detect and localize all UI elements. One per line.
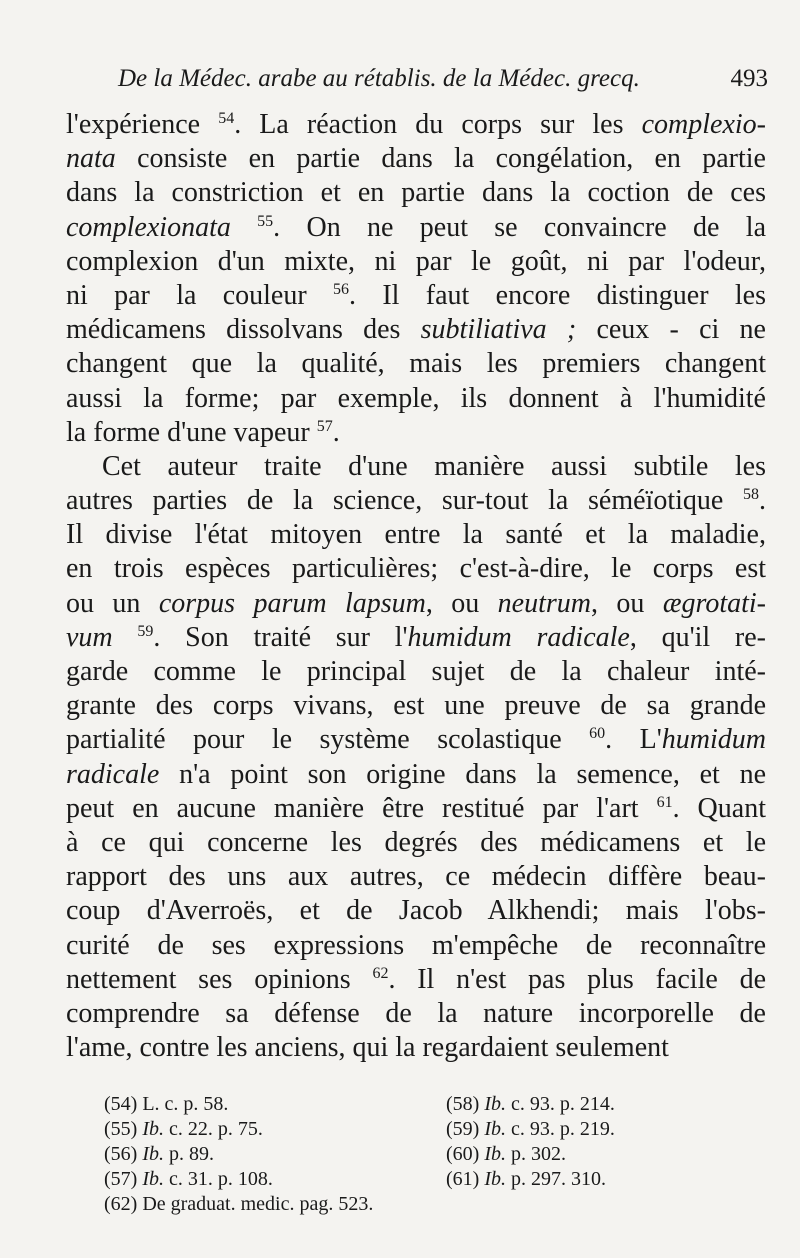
text-line (66, 655, 766, 689)
text-run: (58) (446, 1093, 485, 1115)
text-line (66, 211, 766, 245)
italic-text: complexionata (66, 211, 231, 243)
text-line (66, 108, 766, 142)
text-run: , ou (425, 587, 498, 619)
text-line (66, 347, 766, 381)
text-run: comprendre sa défense de la nature incorporelle de (66, 997, 766, 1029)
text-run: . Son traité sur l' (153, 621, 408, 653)
text-line (66, 963, 766, 997)
text-run: l'ame, contre les anciens, qui la regardaient seulement (66, 1032, 669, 1064)
text-run: . Il n'est pas plus facile de (388, 963, 766, 995)
italic-text: Ib. (142, 1118, 164, 1140)
text-run: coup d'Averroës, et de Jacob Alkhendi; mais l'obs- (66, 895, 766, 927)
text-run: peut en aucune manière être restitué par l'art (66, 792, 657, 824)
text-run: aussi la forme; par exemple, ils donnent à l'humidité (66, 382, 766, 414)
text-run: Cet auteur traite d'une manière aussi subtile les (102, 450, 766, 482)
text-run: changent que la qualité, mais les premiers changent (66, 348, 766, 380)
text-run: consiste en partie dans la congélation, en partie (115, 143, 766, 175)
text-line (66, 621, 766, 655)
footnote-ref: 62 (372, 964, 389, 982)
footnote-ref: 58 (743, 486, 759, 504)
text-run: , ou (591, 587, 663, 619)
text-run: . La réaction du corps sur les (234, 109, 642, 140)
italic-text: Ib. (142, 1168, 164, 1190)
text-run: rapport des uns aux autres, ce médecin diffère beau- (66, 861, 766, 893)
text-run: c. 93. p. 219. (506, 1118, 615, 1140)
footnote-ref: 56 (333, 280, 350, 298)
text-run: (62) De graduat. medic. pag. 523. (104, 1193, 374, 1215)
page-number: 493 (730, 65, 768, 92)
text-run: en trois espèces particulières; c'est-à-dire, le corps est (66, 553, 766, 585)
text-run: l'expérience (66, 109, 219, 140)
text-run: . (759, 485, 766, 517)
text-line (66, 313, 766, 347)
text-run: . (332, 416, 340, 448)
text-run (231, 212, 257, 243)
text-run: p. 89. (164, 1143, 214, 1165)
text-run: (61) (446, 1168, 485, 1190)
footnote-ref: 61 (656, 793, 673, 811)
footnote-row (104, 1142, 724, 1167)
footnote-row (104, 1117, 724, 1142)
text-line (66, 860, 766, 894)
italic-text: Ib. (484, 1143, 506, 1165)
footnote (446, 1142, 566, 1167)
text-run: c. 22. p. 75. (164, 1118, 263, 1140)
text-line (66, 484, 766, 518)
italic-text: radicale (66, 758, 160, 790)
italic-text: vum (66, 621, 113, 653)
text-run: nettement ses opinions (66, 963, 373, 995)
text-run: (55) (104, 1118, 143, 1140)
text-run: (54) L. c. p. 58. (104, 1093, 229, 1115)
footnote (104, 1142, 214, 1167)
text-line (66, 245, 766, 279)
text-run: ceux - ci ne (576, 314, 766, 346)
text-run: . On ne peut se convaincre de la (273, 211, 767, 243)
italic-text: ægrotati- (662, 587, 767, 619)
text-line (66, 450, 766, 484)
italic-text: humidum (661, 724, 766, 756)
running-title: De la Médec. arabe au rétablis. de la Médec. grecq. (118, 65, 640, 92)
text-run: partialité pour le système scolastique (66, 724, 590, 756)
text-line (66, 929, 766, 963)
footnote (104, 1192, 373, 1217)
text-run: (60) (446, 1143, 485, 1165)
footnote (104, 1117, 263, 1142)
italic-text: complexio- (641, 109, 766, 140)
text-run: à ce qui concerne les degrés des médicamens et le (66, 826, 766, 858)
text-run: . Quant (672, 792, 766, 824)
text-run: curité de ses expressions m'empêche de reconnaître (66, 929, 766, 961)
text-run: ou un (66, 587, 159, 619)
italic-text: Ib. (484, 1093, 506, 1115)
text-run: la forme d'une vapeur (66, 416, 317, 448)
text-line (66, 382, 766, 416)
text-line (66, 142, 766, 176)
text-run: c. 31. p. 108. (164, 1168, 273, 1190)
footnote-ref: 55 (257, 212, 274, 230)
italic-text: corpus parum lapsum (158, 587, 426, 619)
italic-text: humidum radicale (407, 621, 630, 653)
footnote (446, 1167, 606, 1192)
italic-text: Ib. (142, 1143, 164, 1165)
footnote-ref: 59 (137, 622, 154, 640)
text-line (66, 723, 766, 757)
text-run: (57) (104, 1168, 143, 1190)
footnote-ref: 60 (589, 725, 606, 743)
footnote (446, 1117, 615, 1142)
text-line (66, 552, 766, 586)
text-line (66, 689, 766, 723)
footnote-ref: 57 (316, 417, 333, 435)
footnotes (104, 1092, 724, 1217)
italic-text: subtiliativa ; (420, 314, 577, 346)
text-line (66, 518, 766, 552)
italic-text: Ib. (484, 1118, 506, 1140)
text-run: c. 93. p. 214. (506, 1093, 615, 1115)
footnote (104, 1167, 273, 1192)
text-run: n'a point son origine dans la semence, et ne (159, 758, 766, 790)
text-line (66, 758, 766, 792)
text-line (66, 279, 766, 313)
running-header (118, 64, 768, 94)
text-run: ni par la couleur (66, 279, 334, 311)
text-run: garde comme le principal sujet de la chaleur inté- (66, 656, 766, 687)
footnote-row (104, 1092, 724, 1117)
text-run: p. 302. (506, 1143, 566, 1165)
text-line (66, 587, 766, 621)
text-run: médicamens dissolvans des (66, 314, 421, 346)
text-line (66, 176, 766, 210)
footnote (104, 1092, 228, 1117)
text-run: grante des corps vivans, est une preuve de sa grande (66, 690, 766, 722)
text-line (66, 416, 766, 450)
text-run: dans la constriction et en partie dans la coction de ces (66, 177, 766, 209)
footnote (446, 1092, 615, 1117)
text-run: (56) (104, 1143, 143, 1165)
text-run: Il divise l'état mitoyen entre la santé et la maladie, (66, 519, 766, 551)
text-run: (59) (446, 1118, 485, 1140)
text-run: . Il faut encore distinguer les (349, 279, 766, 311)
italic-text: Ib. (484, 1168, 506, 1190)
italic-text: nata (66, 143, 116, 175)
main-text (66, 108, 766, 1065)
italic-text: neutrum (497, 587, 591, 619)
text-run: . L' (605, 724, 662, 756)
text-line (66, 826, 766, 860)
footnote-row (104, 1167, 724, 1192)
text-run: complexion d'un mixte, ni par le goût, ni par l'odeur, (66, 245, 766, 277)
text-run: p. 297. 310. (506, 1168, 606, 1190)
text-line (66, 894, 766, 928)
text-line (66, 792, 766, 826)
text-run (113, 622, 138, 653)
footnote-row (104, 1192, 724, 1217)
footnote-ref: 54 (218, 110, 235, 127)
text-line (66, 997, 766, 1031)
text-line (66, 1031, 766, 1065)
text-run: autres parties de la science, sur-tout la séméïotique (66, 485, 743, 517)
text-run: , qu'il re- (629, 621, 767, 653)
